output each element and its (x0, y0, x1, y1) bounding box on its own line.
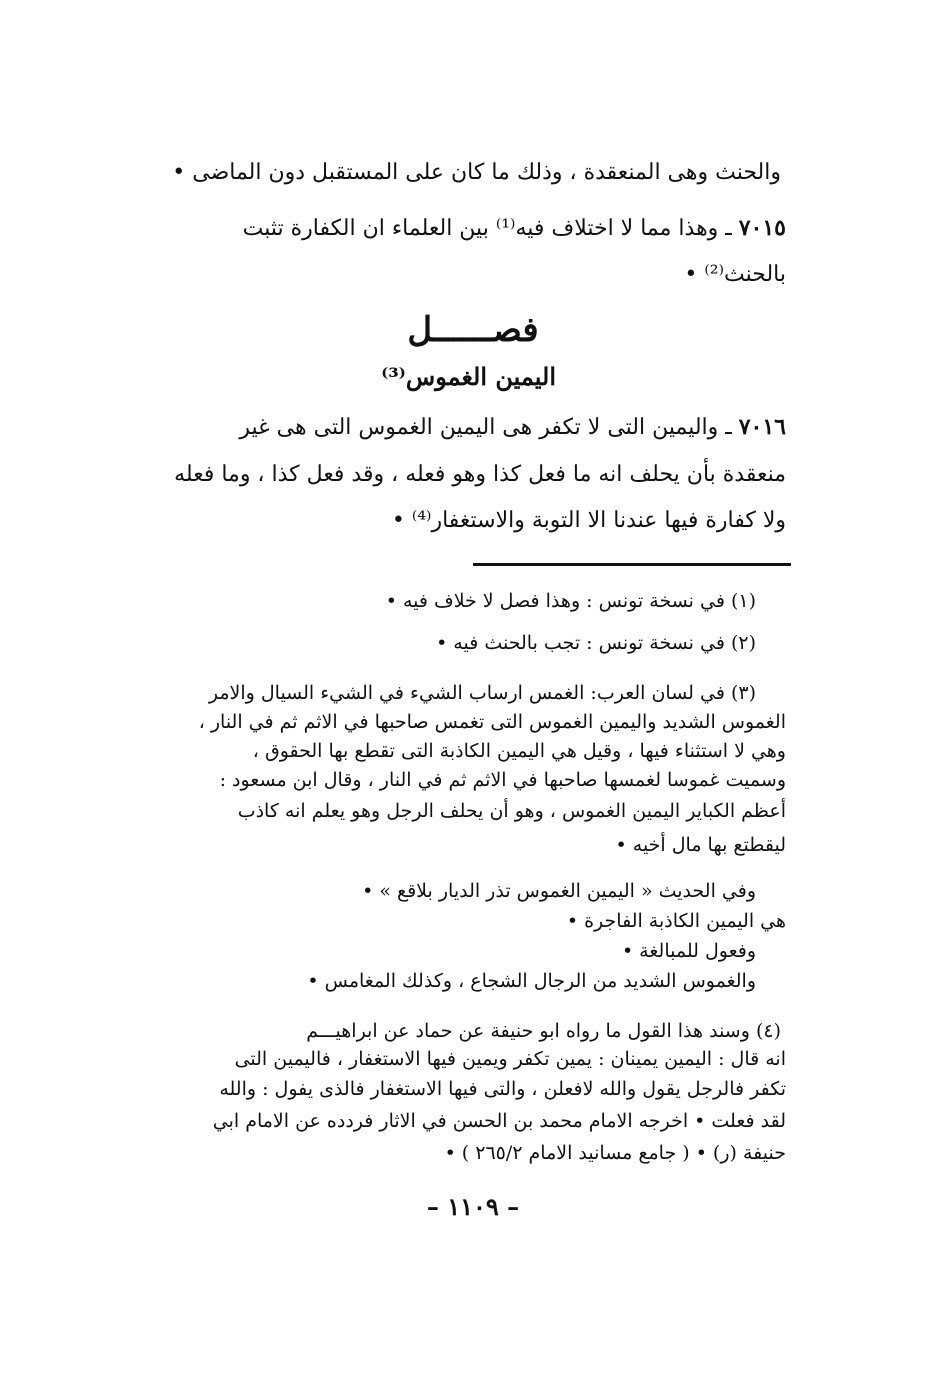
footnote-4-line: تكفر فالرجل يقول والله لافعلن ، والتى فيها الاستغفار فالذى يفول : والله (219, 1078, 786, 1100)
paragraph-text: ـ وهذا مما لا اختلاف فيه⁽¹⁾ بين العلماء ان الكفارة تثبت (242, 216, 732, 241)
footnote-3-line: أعظم الكباير اليمين الغموس ، وهو أن يحلف الرجل وهو يعلم انه كاذب (237, 800, 786, 822)
footnote-3-indented-line: وفي الحديث « اليمين الغموس تذر الديار بلاقع » • (362, 880, 756, 902)
footnote-4-line: لقد فعلت • اخرجه الامام محمد بن الحسن في الاثار فردده عن الامام ابي (212, 1110, 786, 1132)
footnote-3-line: وهي لا استثناء فيها ، وقيل هي اليمين الكاذبة التى تقطع بها الحقوق ، (252, 740, 786, 762)
footnote-3-indented-line: والغموس الشديد من الرجال الشجاع ، وكذلك المغامس • (307, 970, 756, 992)
paragraph-text: ـ واليمين التى لا تكفر هى اليمين الغموس التى هى غير (239, 415, 732, 440)
section-subtitle: اليمين الغموس⁽³⁾ (381, 362, 556, 391)
footnote-divider (473, 563, 791, 566)
page-number: – ١١٠٩ – (426, 1192, 520, 1221)
footnote-3-line: الغموس الشديد واليمين الغموس التى تغمس صاحبها في الاثم ثم في النار ، (198, 711, 786, 733)
paragraph-number: ٧٠١٦ (738, 414, 786, 440)
paragraph-7016-line-2: منعقدة بأن يحلف انه ما فعل كذا وهو فعله ، وقد فعل كذا ، وما فعله (174, 462, 786, 487)
paragraph-number: ٧٠١٥ (738, 215, 786, 241)
footnote-1: (١) في نسخة تونس : وهذا فصل لا خلاف فيه • (385, 590, 756, 612)
footnote-3-indented-line: هي اليمين الكاذبة الفاجرة • (566, 910, 786, 932)
footnote-3-line: ليقطتع بها مال أخيه • (615, 834, 786, 856)
footnote-2: (٢) في نسخة تونس : تجب بالحنث فيه • (436, 632, 756, 654)
paragraph-7016-line-3: ولا كفارة فيها عندنا الا التوبة والاستغفار⁽⁴⁾ • (391, 508, 786, 533)
paragraph-7015-line-1 (243, 215, 786, 241)
paragraph-7015-line-2: بالحنث⁽²⁾ • (684, 262, 786, 287)
footnote-4-line: حنيفة (ر) • ( جامع مسانيد الامام ٢٦٥/٢ ) • (444, 1142, 786, 1164)
main-text-line-1: والحنث وهى المنعقدة ، وذلك ما كان على المستقبل دون الماضى • (172, 160, 781, 185)
footnote-4-line: انه قال : اليمين يمينان : يمين تكفر ويمين فيها الاستغفار ، فاليمين التى (234, 1048, 786, 1070)
footnote-3-indented-line: وفعول للمبالغة • (621, 940, 756, 962)
footnote-3-line: (٣) في لسان العرب: الغمس ارساب الشيء في الشيء السيال والامر (208, 682, 756, 704)
section-title: فصــــــل (407, 310, 539, 350)
footnote-3-line: وسميت غموسا لغمسها صاحبها في الاثم ثم في النار ، وقال ابن مسعود : (219, 769, 786, 791)
paragraph-7016-line-1 (239, 414, 786, 440)
footnote-4-line: (٤) وسند هذا القول ما رواه ابو حنيفة عن حماد عن ابراهيـــم (306, 1020, 781, 1042)
